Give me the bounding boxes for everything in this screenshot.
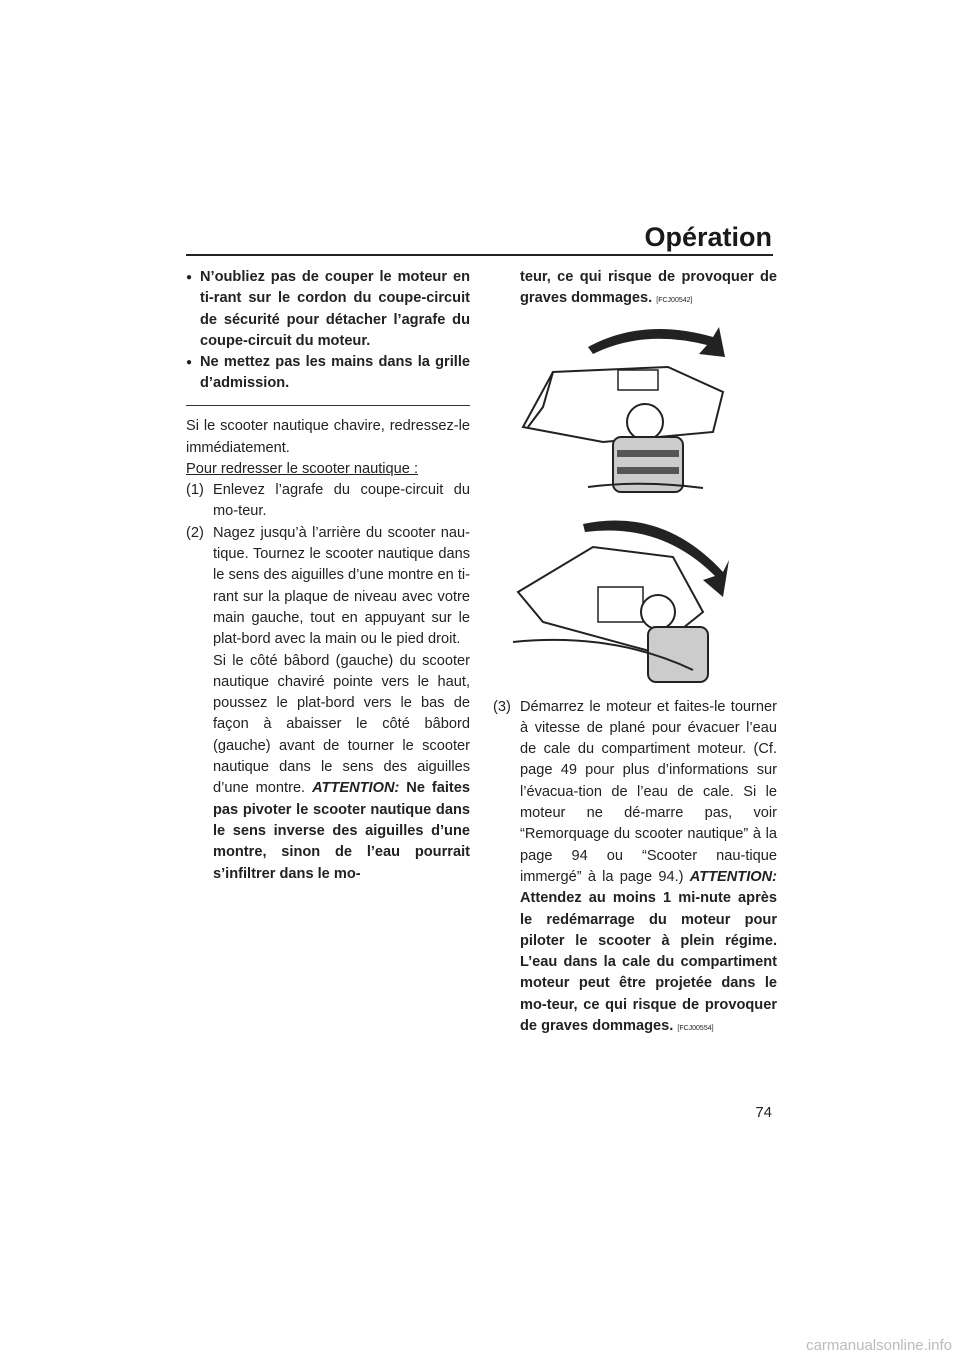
reference-code: [FCJ00554] [677, 1025, 714, 1033]
reference-code: [FCJ00542] [656, 297, 693, 305]
step-2 [186, 523, 470, 885]
warning-list [186, 267, 470, 395]
step-number: (1) [186, 482, 204, 499]
warning-rule [186, 405, 470, 407]
header-rule [186, 254, 773, 256]
right-column [493, 267, 777, 1039]
page-title: Opération [644, 222, 772, 252]
step-3 [493, 697, 777, 1040]
warning-bullet-1: ● N’oubliez pas de couper le moteur en ti-rant sur le cordon du coupe-circuit de sécurité pour détacher l’agrafe du coupe-circuit du moteur. [186, 267, 470, 352]
attention-text: Attendez au moins 1 mi-nute après le redémarrage du moteur pour piloter le scooter à plein régime. L’eau dans la cale du compartiment moteur peut être projetée dans le mo-teur, ce qui risque de provoquer de graves dommages. [520, 890, 777, 1035]
step-number: (2) [186, 524, 204, 541]
continued-text: teur, ce qui risque de provoquer de graves dommages. [520, 269, 777, 307]
step-1 [186, 480, 470, 523]
step-paragraph: Si le côté bâbord (gauche) du scooter nautique chaviré pointe vers le haut, poussez le plat-bord vers le bas de façon à abaisser le côté bâbord (gauche) avant de tourner le scooter nautique dans le sens des aiguilles d’une montre. [213, 652, 470, 797]
intro-text: Si le scooter nautique chavire, redressez-le immédiatement. [186, 418, 470, 456]
left-column [186, 267, 470, 885]
step-text: Nagez jusqu’à l’arrière du scooter nau-tique. Tournez le scooter nautique dans le sens des aiguilles d’une montre en ti-rant sur la plaque de niveau avec votre main gauche, tout en appuyant sur le plat-bord avec la main ou le pied droit. [213, 524, 470, 648]
page-number: 74 [755, 1104, 772, 1121]
illustration-righting-start [493, 312, 777, 502]
attention-label: ATTENTION: [312, 780, 400, 797]
warning-bullet-2: ● Ne mettez pas les mains dans la grille d’admission. [186, 352, 470, 395]
step-text-continued [213, 651, 470, 885]
step-number: (3) [493, 698, 511, 715]
attention-continued [493, 267, 777, 312]
attention-text: Ne faites pas pivoter le scooter nautique dans le sens inverse des aiguilles d’une montre, sinon de l’eau pourrait s’infiltrer dans le mo- [213, 780, 470, 882]
watermark: carmanualsonline.info [806, 1337, 952, 1354]
step-text: Démarrez le moteur et faites-le tourner à vitesse de plané pour évacuer l’eau de cale du compartiment moteur. (Cf. page 49 pour plus d’informations sur l’évacua-tion de l’eau de cale. Si le moteur ne dé-marre pas, voir “Remorquage du scooter nautique” à la page 94 ou “Scooter nau-tique immergé” à la page 94.) [520, 698, 777, 885]
illustration-righting-turn [493, 502, 777, 697]
steps-list [186, 480, 470, 885]
attention-label: ATTENTION: [689, 868, 777, 885]
procedure-heading: Pour redresser le scooter nautique : [186, 460, 419, 477]
step-text: Enlevez l’agrafe du coupe-circuit du mo-teur. [213, 482, 470, 520]
steps-list-continued [493, 697, 777, 1040]
